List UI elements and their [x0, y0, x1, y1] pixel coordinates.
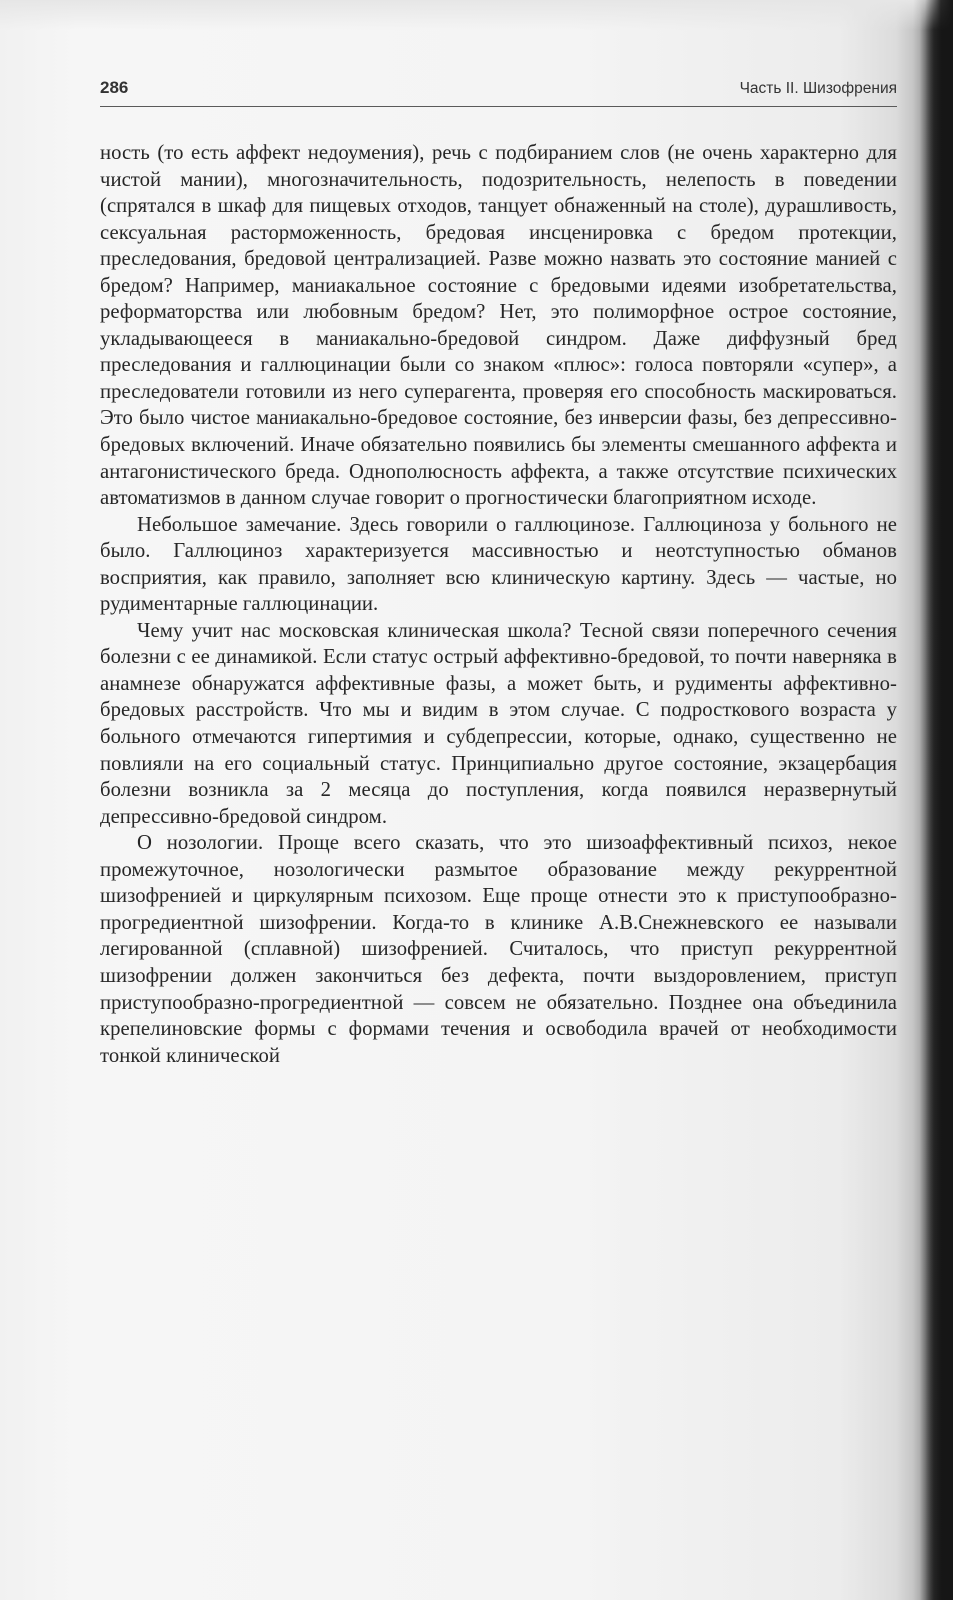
header-rule — [100, 106, 897, 107]
paragraph-4: О нозологии. Проще всего сказать, что это шизоаффективный психоз, некое промежуточное, нозологически размытое образование между рекуррентной шизофренией и циркулярным психозом. Еще проще отнести это к приступообразно-прогредиентной шизофрении. Когда-то в клинике А.В.Снежневского ее называли легированной (сплавной) шизофренией. Считалось, что приступ рекуррентной шизофрении должен закончиться без дефекта, почти выздоровлением, приступ приступообразно-прогредиентной — совсем не обязательно. Позднее она объединила крепелиновские формы с формами течения и освободила врачей от необходимости тонкой клинической — [100, 832, 897, 1067]
running-head-title: Часть II. Шизофрения — [739, 80, 897, 97]
page-number: 286 — [100, 78, 129, 97]
paragraph-3: Чему учит нас московская клиническая школа? Тесной связи поперечного сечения болезни с ее динамикой. Если статус острый аффективно-бредовой, то почти наверняка в анамнезе обнаружатся аффективные фазы, а может быть, и рудименты аффективно-бредовых расстройств. Что мы и видим в этом случае. С подросткового возраста у больного отмечаются гипертимия и субдепрессии, которые, однако, существенно не повлияли на его социальный статус. Принципиально другое состояние, экзацербация болезни возникла за 2 месяца до поступления, когда появился неразвернутый депрессивно-бредовой синдром. — [100, 619, 897, 828]
body-text — [100, 140, 897, 1069]
book-spine-shadow — [913, 0, 953, 1600]
paragraph-1: ность (то есть аффект недоумения), речь с подбиранием слов (не очень характерно для чистой мании), многозначительность, подозрительность, нелепость в поведении (спрятался в шкаф для пищевых отходов, танцует обнаженный на столе), дурашливость, сексуальная расторможенность, бредовая инсценировка с бредом протекции, преследования, бредовой централизацией. Разве можно назвать это состояние манией с бредом? Например, маниакальное состояние с бредовыми идеями изобретательства, реформаторства или любовным бредом? Нет, это полиморфное острое состояние, укладывающееся в маниакально-бредовой синдром. Даже диффузный бред преследования и галлюцинации были со знаком «плюс»: голоса повторяли «супер», а преследователи готовили из него суперагента, проверяя его способность маскироваться. Это было чистое маниакально-бредовое состояние, без инверсии фазы, без депрессивно-бредовых включений. Иначе обязательно появились бы элементы смешанного аффекта и антагонистического бреда. Однополюсность аффекта, а также отсутствие психических автоматизмов в данном случае говорит о прогностически благоприятном исходе. — [100, 142, 897, 510]
paragraph-2: Небольшое замечание. Здесь говорили о галлюцинозе. Галлюциноза у больного не было. Галлюциноз характеризуется массивностью и неотступностью обманов восприятия, как правило, заполняет всю клиническую картину. Здесь — частые, но рудиментарные галлюцинации. — [100, 513, 897, 616]
page-top-shadow — [0, 0, 953, 30]
running-header — [100, 78, 897, 108]
